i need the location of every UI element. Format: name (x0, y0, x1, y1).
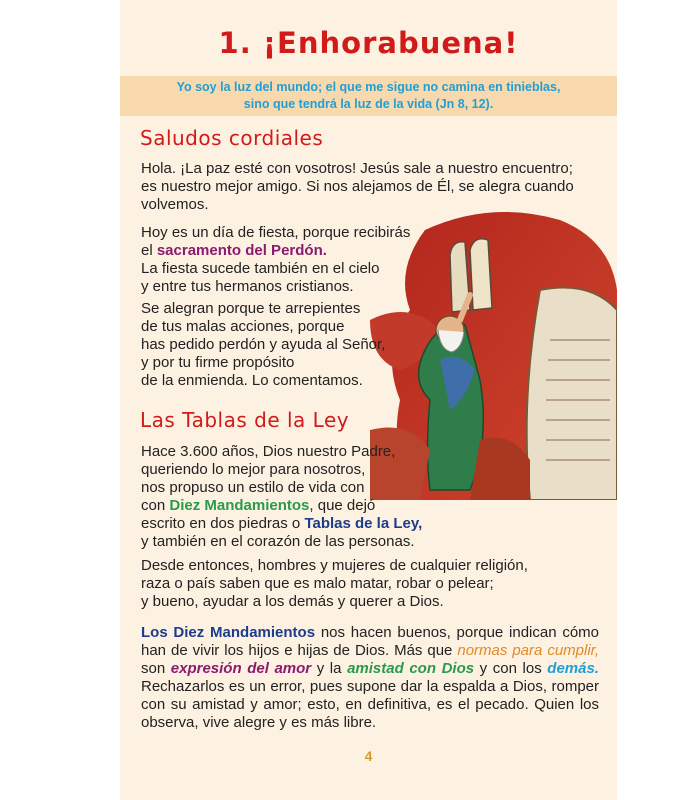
mandamientos-t1: nos hacen buenos, porque indican cómo han de vivir los hijos e hijas de Dios. Más que (141, 624, 600, 659)
paragraph-intro (141, 160, 601, 214)
fiesta-line-2 (141, 242, 441, 260)
tablas-line-5 (141, 515, 441, 533)
quote-line-2 (130, 96, 607, 113)
mandamientos-t2: son (141, 660, 171, 677)
quote-citation: (Jn 8, 12). (435, 97, 494, 111)
fiesta-line-2-pre: el (141, 242, 157, 259)
alegran-line-5: de la enmienda. Lo comentamos. (141, 372, 363, 389)
quote-line-2-text: sino que tendrá la luz de la vida (243, 97, 433, 111)
tablas-line-6: y también en el corazón de las personas. (141, 533, 415, 550)
paragraph-mandamientos (141, 624, 599, 732)
page-number: 4 (364, 748, 373, 764)
tablas-line-1: Hace 3.600 años, Dios nuestro Padre, (141, 443, 396, 460)
mandamientos-t4: y con los (474, 660, 548, 677)
heading-saludos: Saludos cordiales (140, 126, 324, 150)
mandamientos-t3: y la (311, 660, 348, 677)
tablas-line-4-post: , que dejó (309, 497, 376, 514)
sacramento-highlight: sacramento del Perdón. (156, 242, 327, 259)
page-title: 1. ¡Enhorabuena! (218, 26, 519, 60)
alegran-line-4: y por tu firme propósito (141, 354, 295, 371)
desde-line-2: raza o país saben que es malo matar, robar o pelear; (141, 575, 494, 592)
intro-line-2: es nuestro mejor amigo. Si nos alejamos de Él, se alegra cuando (141, 178, 574, 195)
demas-highlight: demás. (547, 660, 599, 677)
tablet-right-shape (470, 239, 492, 310)
tablas-line-3: nos propuso un estilo de vida con (141, 479, 365, 496)
desde-line-3: y bueno, ayudar a los demás y querer a Dios. (141, 593, 444, 610)
bible-quote (130, 79, 607, 113)
tablas-line-4 (141, 497, 441, 515)
tablas-line-5-pre: escrito en dos piedras o (141, 515, 305, 532)
paragraph-desde (141, 557, 601, 611)
mandamientos-t5: Rechazarlos es un error, pues supone dar la espalda a Dios, romper con su amistad y amor; esto, en definitiva, es el pecado. Quien los observa, vive alegre y es más libre. (141, 678, 599, 731)
stone-slab-shape (527, 288, 617, 501)
fiesta-line-4: y entre tus hermanos cristianos. (141, 278, 354, 295)
alegran-line-3: has pedido perdón y ayuda al Señor, (141, 336, 386, 353)
alegran-line-1: Se alegran porque te arrepientes (141, 300, 361, 317)
book-page (120, 0, 617, 800)
los-diez-mandamientos-highlight: Los Diez Mandamientos (141, 624, 316, 641)
tablas-line-2: queriendo lo mejor para nosotros, (141, 461, 366, 478)
expresion-amor-highlight: expresión del amor (170, 660, 312, 677)
quote-line-1: Yo soy la luz del mundo; el que me sigue no camina en tinieblas, (176, 80, 561, 94)
paragraph-fiesta (141, 224, 441, 296)
tablas-ley-highlight: Tablas de la Ley, (304, 515, 423, 532)
fiesta-line-3: La fiesta sucede también en el cielo (141, 260, 380, 277)
heading-tablas: Las Tablas de la Ley (140, 408, 350, 432)
alegran-line-2: de tus malas acciones, porque (141, 318, 345, 335)
paragraph-tablas (141, 443, 441, 551)
amistad-dios-highlight: amistad con Dios (347, 660, 475, 677)
paragraph-alegran (141, 300, 401, 390)
intro-line-3: volvemos. (141, 196, 209, 213)
normas-highlight: normas para cumplir, (457, 642, 599, 659)
intro-line-1: Hola. ¡La paz esté con vosotros! Jesús sale a nuestro encuentro; (141, 160, 573, 177)
fiesta-line-1: Hoy es un día de fiesta, porque recibirás (141, 224, 411, 241)
mandamientos-text (141, 624, 599, 732)
diez-mandamientos-highlight: Diez Mandamientos (169, 497, 310, 514)
desde-line-1: Desde entonces, hombres y mujeres de cualquier religión, (141, 557, 528, 574)
tablas-line-4-pre: con (141, 497, 170, 514)
